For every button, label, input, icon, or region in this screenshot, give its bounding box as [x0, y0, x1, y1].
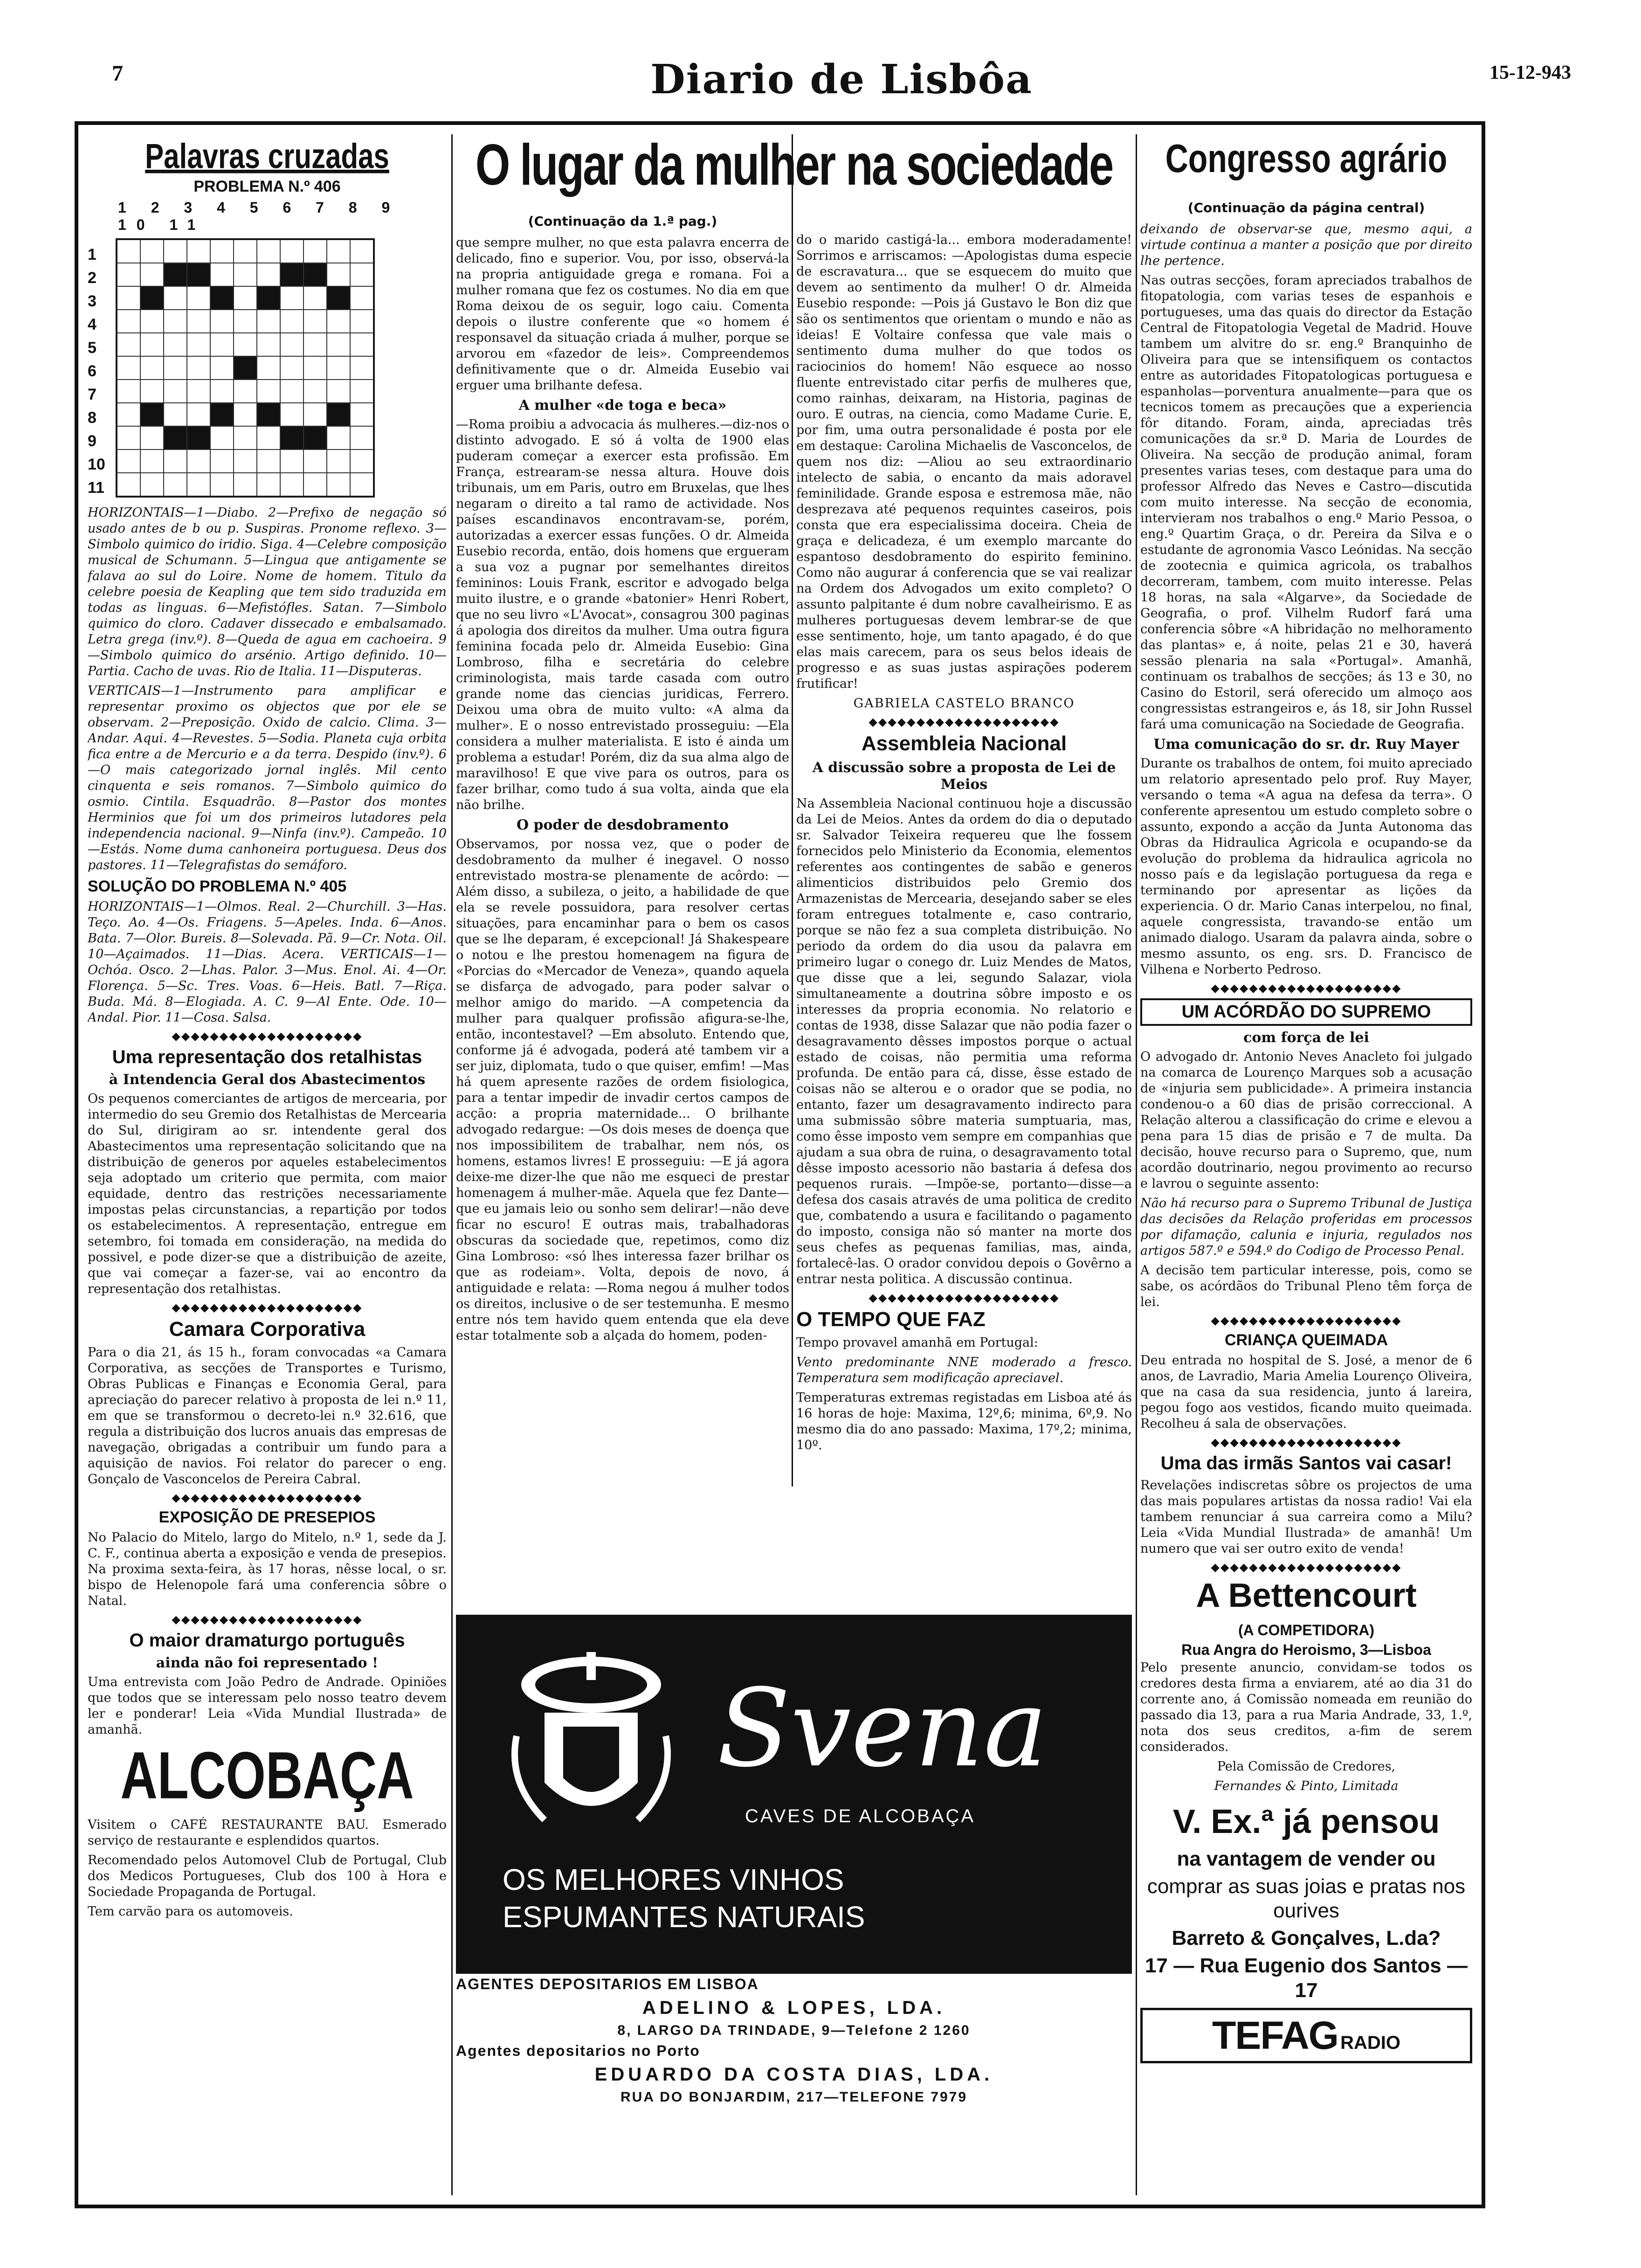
crossword-cell[interactable] [117, 356, 140, 380]
svena-agent2: EDUARDO DA COSTA DIAS, LDA. [594, 2064, 993, 2085]
crossword-cell[interactable] [210, 310, 234, 333]
crossword-cell[interactable] [280, 426, 303, 449]
svena-ad-box [456, 1615, 1132, 1974]
crossword-cell[interactable] [257, 263, 280, 286]
crossword-cell[interactable] [257, 426, 280, 449]
page-frame [75, 121, 1485, 2208]
masthead [112, 56, 1571, 103]
crossword-cell[interactable] [234, 380, 257, 403]
mulher-continuation: (Continuação da 1.ª pag.) [528, 214, 717, 229]
ornament-divider: ◆◆◆◆◆◆◆◆◆◆◆◆◆◆◆◆◆◆◆◆ [1211, 1437, 1402, 1448]
crossword-cell[interactable] [303, 449, 327, 473]
crossword-cell[interactable] [257, 473, 280, 496]
crossword-cell[interactable] [327, 403, 350, 426]
crossword-cell[interactable] [210, 333, 234, 356]
column-rule [451, 134, 453, 2195]
crossword-problem: PROBLEMA N.º 406 [193, 178, 341, 195]
vex-line3: Barreto & Gonçalves, L.da? [1172, 1927, 1441, 1950]
crossword-cell[interactable] [257, 380, 280, 403]
crossword-cell[interactable] [327, 263, 350, 286]
crossword-cell[interactable] [117, 380, 140, 403]
crossword-cell[interactable] [140, 473, 164, 496]
column-left [88, 134, 447, 2195]
tempo-body2: Vento predominante NNE moderado a fresco. Temperatura sem modificação apreciavel. [796, 1355, 1132, 1386]
solution-title: SOLUÇÃO DO PROBLEMA N.º 405 [88, 877, 347, 895]
crossword-cell[interactable] [303, 310, 327, 333]
bettencourt-sign1: Pela Comissão de Credores, [1217, 1759, 1396, 1774]
supremo-title: UM ACÓRDÃO DO SUPREMO [1140, 998, 1472, 1026]
crossword-cell[interactable] [117, 449, 140, 473]
bettencourt-title: A Bettencourt [1196, 1577, 1417, 1615]
crossword-cell[interactable] [210, 286, 234, 310]
mulher-header [456, 132, 1132, 198]
vex-line1: na vantagem de vender ou [1177, 1847, 1436, 1870]
crossword-cell[interactable] [164, 240, 187, 263]
dramaturgo-subtitle: ainda não foi representado ! [156, 1654, 379, 1671]
svena-agents-label: AGENTES DEPOSITARIOS EM LISBOA [456, 1976, 759, 1992]
ornament-divider: ◆◆◆◆◆◆◆◆◆◆◆◆◆◆◆◆◆◆◆◆ [1211, 1315, 1402, 1327]
retalhistas-body: Os pequenos comerciantes de artigos de mercearia, por intermedio do seu Gremio dos Retalhistas de Mercearia do Sul, dirigiram ao sr. intendente geral dos Abastecimentos uma representação solicitando que na distribuição de generos por aqueles estabelecimentos seja adoptado um criterio que permita, com maior equidade, dentro das restrições necessariamente impostas pelas circunstancias, a repartição por todos os estabelecimentos. A representação, entregue em setembro, foi tomada em consideração, na medida do possivel, e pode dizer-se que a distribuição de azeite, que vai começar a fazer-se, vai ao encontro da representação dos retalhistas. [88, 1091, 447, 1296]
crossword-cell[interactable] [280, 310, 303, 333]
vex-line4: 17 — Rua Eugenio dos Santos — 17 [1145, 1954, 1468, 2002]
presepios-title: EXPOSIÇÃO DE PRESEPIOS [159, 1508, 376, 1527]
crossword-cell[interactable] [140, 263, 164, 286]
svena-ad[interactable] [456, 1615, 1132, 2107]
mulher-col2: do o marido castigá-la... embora moderadamente! Sorrimos e arriscamos: —Apologistas duma especie de escravatura... que se esquecem do muito que devem ao sentimento da mulher! O dr. Almeida Eusebio responde: —Pois já Gustavo le Bon diz que são os sentimentos que orientam o mundo e não as ideias! E Voltaire confessa que vale mais o sentimento duma mulher do que todos os raciocinios do homem! Não esquece ao nosso fluente entrevistado citar perfis de mulheres que, como rainhas, deixaram, na Historia, paginas de ouro. E outras, na ciencia, como Madame Curie. E, por fim, uma outra personalidade é posta por ele em destaque: Carolina Michaelis de Vasconcelos, de quem nos diz: —Aliou ao seu extraordinario intelecto de sabia, o encanto da mais adoravel feminilidade. Grande esposa e estremosa mãe, não desprezava até pequenos requintes caseiros, pois consta que era especialissima doceira. Cheia de graça e delicadeza, é um exemplo marcante do espantoso desdobramento do espirito feminino. Como não augurar á conferencia que se vai realizar na Ordem dos Advogados um exito completo? O assunto palpitante é dum nobre cavalheirismo. E as mulheres portuguesas devem lembrar-se de que esse sentimento, hoje, um tanto apagado, é do que elas mais carecem, para os seus belos ideais de progresso e as suas justas aspirações poderem frutificar! [796, 233, 1132, 691]
crossword-cell[interactable] [257, 286, 280, 310]
camara-body: Para o dia 21, ás 15 h., foram convocadas «a Camara Corporativa, as secções de Transportes e Turismo, Obras Publicas e Finanças e Economia Geral, para apreciação do parecer relativo à proposta de lei n.º 11, em que se transformou o decreto-lei n.º 32.616, que regula a distribuição dos lucros anuais das empresas de navegação, obrigadas a contribuir um fundo para a aquisição de navios. Foi relator do parecer o eng. Gonçalo de Vasconcelos de Pereira Cabral. [88, 1345, 447, 1487]
mulher-col1b: —Roma proibiu a advocacia ás mulheres.—diz-nos o distinto advogado. E só á volta de 1900 elas puderam começar a exercer esta profissão. Em França, estrearam-se nessa altura. Houve dois tribunais, um em Paris, outro em Bruxelas, que lhes negaram o direito a tal ramo de actividade. Nos países escandinavos encontravam-se, porém, autorizadas a exercer essas funções. O dr. Almeida Eusebio recorda, então, dois homens que ergueram a sua voz a pugnar por semelhantes direitos femininos: Louis Frank, escritor e advogado belga muito ilustre, e o grande «batonier» Henri Robert, que no seu livro «L'Avocat», consagrou 300 paginas á apologia dos direitos da mulher. Uma outra figura feminina focada pelo dr. Almeida Eusebio: Gina Lombroso, filha e secretária do celebre criminologista, mais tarde casada com outro grande nome das ciencias juridicas, Ferrero. Deixou uma obra de muito vulto: «A alma da mulher». E o nosso entrevistado prosseguiu: —Ela considera a mulher materialista. E isto é ainda um problema a estudar! Porém, diz da sua alma algo de maravilhoso! E que vive para os outros, para os fazer brilhar, como tudo á sua volta, ainda que ela não brilhe. [456, 417, 789, 812]
crossword-cell[interactable] [350, 240, 373, 263]
column-right [1140, 134, 1472, 2195]
ornament-divider: ◆◆◆◆◆◆◆◆◆◆◆◆◆◆◆◆◆◆◆◆ [172, 1613, 363, 1625]
crossword-cell[interactable] [140, 403, 164, 426]
crianca-title: CRIANÇA QUEIMADA [1224, 1331, 1388, 1349]
crossword-cell[interactable] [350, 449, 373, 473]
crossword-cell[interactable] [140, 310, 164, 333]
crossword-title: Palavras cruzadas [145, 136, 389, 176]
svena-line2: ESPUMANTES NATURAIS [503, 1900, 865, 1934]
congresso-body2: Durante os trabalhos de ontem, foi muito apreciado um relatorio apresentado pelo prof. Ruy Mayer, versando o tema «A agua na defesa da terra». O conferente apresentou um estudo completo sobre o assunto, expondo a acção da Junta Autonoma das Obras da Hidraulica Agricola e ocupando-se da evolução do problema da hidraulica agricola no nosso país e da legislação portuguesa da rega e terminando por apresentar as lições da experiencia. O dr. Mario Canas interpelou, no final, aquele congressista, travando-se então um animado dialogo. Usaram da palavra ainda, sobre o mesmo assunto, os eng. srs. D. Francisco de Vilhena e Norberto Pedroso. [1140, 756, 1472, 977]
crossword-cell[interactable] [234, 356, 257, 380]
crossword-cell[interactable] [350, 333, 373, 356]
crossword-cell[interactable] [350, 310, 373, 333]
crossword-cell[interactable] [117, 240, 140, 263]
crossword-cell[interactable] [280, 240, 303, 263]
crossword-cell[interactable] [164, 286, 187, 310]
mulher-signature: GABRIELA CASTELO BRANCO [853, 696, 1075, 711]
crossword-cell[interactable] [303, 240, 327, 263]
bettencourt-sign2: Fernandes & Pinto, Limitada [1214, 1778, 1399, 1793]
ornament-divider: ◆◆◆◆◆◆◆◆◆◆◆◆◆◆◆◆◆◆◆◆ [172, 1301, 363, 1313]
dramaturgo-title: O maior dramaturgo português [129, 1630, 405, 1651]
crossword-cell[interactable] [140, 240, 164, 263]
alcobaca-title: ALCOBAÇA [120, 1738, 414, 1813]
crossword-cell[interactable] [117, 286, 140, 310]
crossword-cell[interactable] [140, 333, 164, 356]
issue-date: 15-12-943 [1489, 62, 1571, 83]
column-rule [792, 134, 793, 1487]
newspaper-title: Diario de Lisbôa [650, 56, 1033, 103]
crossword-cell[interactable] [303, 333, 327, 356]
vex-title: V. Ex.ª já pensou [1172, 1803, 1440, 1840]
crossword-cell[interactable] [327, 380, 350, 403]
presepios-body: No Palacio do Mitelo, largo do Mitelo, n.º 1, sede da J. C. F., continua aberta a exposição e venda de presepios. Na proxima sexta-feira, às 17 horas, nêsse local, o sr. bispo de Helenopole fará uma conferencia sôbre o Natal. [88, 1530, 447, 1608]
crossword-cell[interactable] [187, 473, 210, 496]
crossword-cell[interactable] [234, 473, 257, 496]
crossword-cell[interactable] [210, 426, 234, 449]
mulher-col1c: Observamos, por nossa vez, que o poder de desdobramento da mulher é inegavel. O nosso entrevistado mostra-se plenamente de acôrdo: —Além disso, a subileza, o jeito, a habilidade de que ela se revele possuidora, para resolver certas situações, para encaminhar para o bem os casos que se lhe deparam, é excepcional! Já Shakespeare o notou e lhe prestou homenagem na figura de «Porcias do «Mercador de Veneza», quando aquela se disfarça de advogado, para poder salvar o melhor amigo do marido. —A competencia da mulher para qualquer profissão afigura-se-lhe, então, incontestavel? —Em absoluto. Entendo que, conforme já é advogada, poderá até tambem vir a ser juiz, diplomata, tudo o que quiser, emfim! —Mas há quem apresente razões de ordem fisiologica, para a tentar impedir de invadir certos campos de acção: a propria maternidade... O brilhante advogado redargue: —Os dois meses de doença que nos impossibilitem de trabalhar, nem nós, os homens, estamos livres! E prosseguiu: —E já agora deixe-me dizer-lhe que não me esqueci de prestar homenagem á mulher-mãe. Aquela que fez Dante—que eu jamais leio ou sonho sem delirar!—não deve ficar no escuro! E outras mais, trabalhadoras obscuras da sociedade que, repetimos, como diz Gina Lombroso: «só lhes interessa fazer brilhar os que as rodeiam». Volta, depois de novo, á antiguidade e relata: —Roma negou á mulher todos os direitos, inclusive o de ser testemunha. E mesmo entre nós tem havido quem entenda que ela deve estar totalmente sob a alçada do homem, poden- [456, 837, 789, 1343]
crossword-cell[interactable] [350, 380, 373, 403]
crossword-cell[interactable] [164, 333, 187, 356]
crossword-cell[interactable] [164, 356, 187, 380]
crossword-cell[interactable] [280, 403, 303, 426]
crossword-cell[interactable] [257, 240, 280, 263]
crossword-cell[interactable] [187, 403, 210, 426]
crossword-cell[interactable] [303, 356, 327, 380]
tempo-body3: Temperaturas extremas registadas em Lisboa até ás 16 horas de hoje: Maxima, 12º,6; minima, 6º,9. No mesmo dia do ano passado: Maxima, 17º,2; minima, 10º. [796, 1390, 1132, 1453]
tefag-brand: TEFAG [1212, 2013, 1338, 2057]
crossword-cell[interactable] [327, 449, 350, 473]
crossword-cell[interactable] [140, 356, 164, 380]
crossword-col-numbers: 1 2 3 4 5 6 7 8 9 10 11 [118, 199, 400, 233]
crossword-cell[interactable] [234, 240, 257, 263]
crossword-cell[interactable] [117, 333, 140, 356]
crossword-cell[interactable] [350, 286, 373, 310]
crossword-cell[interactable] [234, 333, 257, 356]
crossword-cell[interactable] [350, 356, 373, 380]
crossword-cell[interactable] [257, 310, 280, 333]
crossword-cell[interactable] [187, 286, 210, 310]
crossword-cell[interactable] [303, 403, 327, 426]
crossword-cell[interactable] [187, 426, 210, 449]
congresso-sub: Uma comunicação do sr. dr. Ruy Mayer [1153, 736, 1459, 753]
tefag-suffix: RADIO [1340, 2032, 1400, 2053]
crianca-body: Deu entrada no hospital de S. José, a menor de 6 anos, de Lavradio, Maria Amelia Lourenço Oliveira, que na casa da sua residencia, junto á lareira, pegou fogo aos vestidos, ficando muito queimada. Recolheu á sala de observações. [1140, 1353, 1472, 1431]
column-center-left [456, 214, 789, 1584]
mulher-col1: que sempre mulher, no que esta palavra encerra de delicado, fino e superior. Vou, por isso, observá-la na propria antiguidade grega e romana. Foi a mulher romana que fez os costumes. No dia em que Roma deixou de os seguir, logo caiu. Comenta depois o ilustre conferente que «o homem é responsavel da situação criada á mulher, porque se arvorou em «fazedor de leis». Compreendemos definitivamente que o dr. Almeida Eusebio vai erguer uma brilhante defesa. [456, 235, 789, 393]
tempo-body1: Tempo provavel amanhã em Portugal: [796, 1335, 1038, 1350]
crossword-cell[interactable] [257, 449, 280, 473]
alcobaca-body1: Visitem o CAFÉ RESTAURANTE BAU. Esmerado serviço de restaurante e esplendidos quartos. [88, 1817, 447, 1848]
page-number: 7 [112, 61, 123, 86]
crossword-cell[interactable] [117, 403, 140, 426]
crossword-cell[interactable] [280, 333, 303, 356]
crossword-cell[interactable] [187, 449, 210, 473]
ornament-divider: ◆◆◆◆◆◆◆◆◆◆◆◆◆◆◆◆◆◆◆◆ [869, 1292, 1060, 1303]
crossword-cell[interactable] [280, 449, 303, 473]
crossword-cell[interactable] [327, 473, 350, 496]
crossword-cell[interactable] [280, 473, 303, 496]
column-center-right [796, 232, 1132, 1584]
congresso-body: Nas outras secções, foram apreciados trabalhos de fitopatologia, com varias teses de espanhois e portugueses, uma das quais do director da Estação Central de Fitopatologia Vegetal de Madrid. Houve tambem um alvitre do sr. eng.º Branquinho de Oliveira para que se intensifiquem os contactos entre as autoridades Fitopatologicas portuguesa e espanholas—porventura anualmente—para que os tecnicos tomem as precauções que a experiencia fôr ditando. Foram, ainda, apreciadas três comunicações da sr.ª D. Maria de Lourdes de Oliveira. Na secção de produção animal, foram presentes varias teses, com destaque para uma do professor Alfredo das Neves e Castro—discutida com muito interesse. Na secção de economia, intervieram nos trabalhos o eng.º Mario Pessoa, o eng.º Quartim Graça, o dr. Pereira da Silva e o estudante de agronomia Vasco Leónidas. Na secção de zootecnia e quimica agricola, os trabalhos decorreram, tambem, com muito interesse. Pelas 18 horas, na sala «Algarve», da Sociedade de Geografia, o prof. Vilhelm Rudorf fará uma conferencia sôbre «A hibridação no melhoramento das plantas» e, á noite, pelas 21 e 30, haverá sessão plenaria na sala «Portugal». Amanhã, continuam os trabalhos de secções; ás 13 e 30, no Casino do Estoril, será oferecido um almoço aos congressistas estrangeiros e, ás 18, sir John Russel fará uma comunicação na Sociedade de Geografia. [1140, 273, 1472, 732]
crossword-cell[interactable] [187, 356, 210, 380]
crossword-cell[interactable] [187, 310, 210, 333]
crossword-cell[interactable] [257, 403, 280, 426]
svena-caves: CAVES DE ALCOBAÇA [745, 1806, 976, 1826]
crossword-cell[interactable] [187, 333, 210, 356]
supremo-end: A decisão tem particular interesse, pois, como se sabe, os acórdãos do Tribunal Pleno têm força de lei. [1140, 1263, 1472, 1310]
crossword-horizontais: HORIZONTAIS—1—Diabo. 2—Prefixo de negação só usado antes de b ou p. Suspiras. Pronome reflexo. 3—Simbolo quimico do iridio. Siga. 4—Celebre composição musical de Schumann. 5—Lingua que antigamente se falava ao sul do Loire. Nome de homem. Titulo da celebre poesia de Keapling que tem sido traduzida em todas as linguas. 6—Mefistófles. Satan. 7—Simbolo quimico do cloro. Cadaver dissecado e embalsamado. Letra grega (inv.º). 8—Queda de agua em cachoeira. 9—Simbolo quimico do arsénio. Artigo definido. 10—Partia. Cacho de uvas. Rio de Italia. 11—Disputeras. [88, 505, 447, 678]
crossword-cell[interactable] [117, 426, 140, 449]
tefag-ad[interactable] [1140, 2008, 1472, 2063]
retalhistas-subtitle: à Intendencia Geral dos Abastecimentos [109, 1071, 426, 1088]
crossword-cell[interactable] [234, 263, 257, 286]
congresso-lead: deixando de observar-se que, mesmo aqui, a virtude continua a manter a posição que por direito lhe pertence. [1140, 221, 1472, 268]
crossword-cell[interactable] [280, 380, 303, 403]
crossword-cell[interactable] [257, 333, 280, 356]
retalhistas-title: Uma representação dos retalhistas [112, 1046, 422, 1067]
crossword-cell[interactable] [234, 403, 257, 426]
svena-agent1-addr: 8, LARGO DA TRINDADE, 9—Telefone 2 1260 [617, 2022, 971, 2038]
crossword-cell[interactable] [303, 380, 327, 403]
camara-title: Camara Corporativa [169, 1317, 365, 1341]
crossword-grid[interactable] [116, 238, 375, 498]
bettencourt-body: Pelo presente anuncio, convidam-se todos os credores desta firma a enviarem, até ao dia 31 do corrente ano, á Comissão nomeada em reunião do passado dia 13, para a rua Maria Andrade, 33, 1.º, nota dos seus creditos, a-fim de serem considerados. [1140, 1660, 1472, 1754]
crossword-cell[interactable] [303, 286, 327, 310]
crossword-cell[interactable] [350, 263, 373, 286]
crossword-cell[interactable] [280, 356, 303, 380]
alcobaca-body2: Recomendado pelos Automovel Club de Portugal, Club dos Medicos Portugueses, Club dos 100 à Hora e Sociedade Propaganda de Portugal. [88, 1853, 447, 1899]
dramaturgo-body: Uma entrevista com João Pedro de Andrade. Opiniões que todos que se interessam pelo nosso teatro devem ler e ponderar! Leia «Vida Mundial Ilustrada» de amanhã. [88, 1674, 447, 1737]
crossword-cell[interactable] [303, 263, 327, 286]
ornament-divider: ◆◆◆◆◆◆◆◆◆◆◆◆◆◆◆◆◆◆◆◆ [1211, 982, 1402, 994]
alcobaca-body3: Tem carvão para os automoveis. [88, 1904, 293, 1919]
crossword-cell[interactable] [350, 426, 373, 449]
assembleia-title: Assembleia Nacional [861, 732, 1067, 755]
crossword-cell[interactable] [140, 286, 164, 310]
santos-body: Revelações indiscretas sôbre os projectos de uma das mais populares artistas da nossa radio! Vai ela tambem renunciar á sua carreira como a Milu? Leia «Vida Mundial Ilustrada» de amanhã! Um numero que vai ser outro exito de venda! [1140, 1478, 1472, 1556]
crossword-cell[interactable] [210, 356, 234, 380]
crossword-cell[interactable] [210, 240, 234, 263]
crossword-cell[interactable] [280, 286, 303, 310]
svena-agent1: ADELINO & LOPES, LDA. [642, 1997, 946, 2018]
solution-text: HORIZONTAIS—1—Olmos. Real. 2—Churchill. 3—Has. Teço. Ao. 4—Os. Friagens. 5—Apeles. Inda. 6—Anos. Bata. 7—Olor. Bureis. 8—Solevada. Pã. 9—Cr. Nota. Oil. 10—Açaimados. 11—Dias. Acera. VERTICAIS—1—Ochóa. Osco. 2—Lhas. Palor. 3—Mus. Enol. Ai. 4—Or. Florença. 5—Sc. Tres. Voas. 6—Heis. Batl. 7—Riça. Buda. Má. 8—Elogiada. A. C. 9—Al Ente. Ode. 10—Andal. Pior. 11—Cosa. Salsa. [88, 899, 447, 1025]
crossword-verticais: VERTICAIS—1—Instrumento para amplificar e representar proximo os objectos que por ele se observam. 2—Preposição. Oxido de calcio. Clima. 3—Andar. Aqui. 4—Revestes. 5—Sodia. Planeta cuja orbita fica entre a de Mercurio e a da terra. Despido (inv.º). 6—O mais categorizado jornal inglês. Mil cento cinquenta e seis romanos. 7—Simbolo quimico do osmio. Cintila. Esquadrão. 8—Pastor dos montes Herminios que foi um dos primeiros lutadores pela independencia nacional. 9—Ninfa (inv.º). Campeão. 10—Estás. Nome duma canhoneira portuguesa. Deus dos pastores. 11—Telegrafistas do semáforo. [88, 683, 447, 872]
crossword-cell[interactable] [140, 449, 164, 473]
ornament-divider: ◆◆◆◆◆◆◆◆◆◆◆◆◆◆◆◆◆◆◆◆ [869, 716, 1060, 727]
crossword-cell[interactable] [234, 286, 257, 310]
crossword-cell[interactable] [117, 310, 140, 333]
crossword-row-numbers: 1 2 3 4 5 6 7 8 9 10 11 [88, 245, 105, 497]
crossword-cell[interactable] [140, 380, 164, 403]
ornament-divider: ◆◆◆◆◆◆◆◆◆◆◆◆◆◆◆◆◆◆◆◆ [172, 1492, 363, 1504]
crossword-cell[interactable] [164, 449, 187, 473]
crossword-cell[interactable] [210, 449, 234, 473]
crossword-cell[interactable] [234, 426, 257, 449]
crest-icon [498, 1643, 684, 1839]
svena-line1: OS MELHORES VINHOS [503, 1863, 844, 1896]
vex-line2: comprar as suas joias e pratas nos ourives [1147, 1874, 1466, 1922]
santos-title: Uma das irmãs Santos vai casar! [1160, 1453, 1452, 1474]
crossword-cell[interactable] [303, 473, 327, 496]
congresso-title: Congresso agrário [1165, 136, 1448, 181]
crossword-cell[interactable] [210, 380, 234, 403]
crossword-cell[interactable] [164, 380, 187, 403]
svena-agent2-addr: RUA DO BONJARDIM, 217—TELEFONE 7979 [620, 2089, 968, 2105]
svena-brand: Svena [717, 1666, 1048, 1791]
crossword-cell[interactable] [164, 263, 187, 286]
crossword-cell[interactable] [187, 263, 210, 286]
crossword-cell[interactable] [280, 263, 303, 286]
crossword-cell[interactable] [303, 426, 327, 449]
crossword-cell[interactable] [164, 403, 187, 426]
column-rule [1136, 134, 1137, 2195]
crossword-cell[interactable] [327, 310, 350, 333]
crossword-cell[interactable] [234, 310, 257, 333]
crossword-cell[interactable] [164, 310, 187, 333]
assembleia-subtitle: A discussão sobre a proposta de Lei de Meios [812, 759, 1116, 793]
mulher-sub1: A mulher «de toga e beca» [518, 397, 727, 414]
crossword-cell[interactable] [117, 263, 140, 286]
svena-agents-porto: Agentes depositarios no Porto [456, 2042, 700, 2059]
crossword-cell[interactable] [187, 380, 210, 403]
bettencourt-subtitle: (A COMPETIDORA) [1238, 1622, 1375, 1639]
bettencourt-address: Rua Angra do Heroismo, 3—Lisboa [1181, 1641, 1431, 1659]
supremo-quote: Não há recurso para o Supremo Tribunal de Justiça das decisões da Relação proferidas em processos por difamação, calunia e injuria, regulados nos artigos 587.º e 594.º do Codigo de Processo Penal. [1140, 1196, 1472, 1258]
ornament-divider: ◆◆◆◆◆◆◆◆◆◆◆◆◆◆◆◆◆◆◆◆ [1211, 1562, 1402, 1573]
crossword-cell[interactable] [350, 403, 373, 426]
crossword-cell[interactable] [327, 333, 350, 356]
crossword-cell[interactable] [257, 356, 280, 380]
crossword-cell[interactable] [210, 403, 234, 426]
congresso-continuation: (Continuação da página central) [1187, 200, 1425, 215]
assembleia-body: Na Assembleia Nacional continuou hoje a discussão da Lei de Meios. Antes da ordem do dia o deputado sr. Salvador Teixeira requereu que lhe fossem fornecidos pelo Ministerio da Economia, elementos referentes aos contingentes de sabão e generos alimenticios distribuidos pelo Gremio dos Armazenistas de Mercearia, desejando saber se eles foram entregues totalmente e, caso contrario, porque se não fez a sua completa distribuição. No periodo da ordem do dia usou da palavra em primeiro lugar o conego dr. Luiz Mendes de Matos, que disse que a lei, segundo Salazar, viola simultaneamente a doutrina sôbre imposto e os interesses da propria economia. No relatorio e contas de 1938, disse Salazar que não podia fazer o desagravamento dêsses impostos porque o actual estado de coisas, não permitia uma reforma profunda. De então para cá, disse, êsse estado de coisas não se alterou e o orador que se podia, no entanto, fazer um desagravamento indirecto para uma submissão sôbre materia sumptuaria, mas, como êsse imposto vem sempre em companhias que ajudam a sua obra de ruina, o desagravamento total dêsse imposto acessorio não bastaria á defesa dos pequenos rurais. —Impõe-se, portanto—disse—a defesa dos casais através de uma politica de credito que, combatendo a usura e facilitando o pagamento do imposto, consiga não só manter na morte dos seus chefes as pequenas familias, mas, ainda, fortalecê-las. O orador convidou depois o Govêrno a entrar nesta politica. A discussão continua. [796, 796, 1132, 1286]
crossword-cell[interactable] [210, 263, 234, 286]
crossword-cell[interactable] [350, 473, 373, 496]
supremo-subtitle: com força de lei [1243, 1030, 1369, 1046]
crossword-cell[interactable] [164, 473, 187, 496]
crossword-cell[interactable] [234, 449, 257, 473]
crossword-grid-wrap [88, 238, 447, 498]
crossword-cell[interactable] [327, 286, 350, 310]
ornament-divider: ◆◆◆◆◆◆◆◆◆◆◆◆◆◆◆◆◆◆◆◆ [172, 1030, 363, 1042]
mulher-sub2: O poder de desdobramento [516, 817, 729, 833]
crossword-cell[interactable] [117, 473, 140, 496]
crossword-cell[interactable] [187, 240, 210, 263]
crossword-cell[interactable] [327, 356, 350, 380]
tempo-title: O TEMPO QUE FAZ [796, 1307, 986, 1331]
crossword-cell[interactable] [210, 473, 234, 496]
crossword-cell[interactable] [327, 240, 350, 263]
crossword-cell[interactable] [140, 426, 164, 449]
mulher-title: O lugar da mulher na sociedade [475, 132, 1113, 198]
crossword-cell[interactable] [327, 426, 350, 449]
crossword-cell[interactable] [164, 426, 187, 449]
supremo-body: O advogado dr. Antonio Neves Anacleto foi julgado na comarca de Lourenço Marques sob a acusação de «injuria sem publicidade». A primeira instancia condenou-o a 60 dias de prisão correccional. A Relação alterou a classificação do crime e elevou a pena para 15 dias de prisão e 7 de multa. Da decisão, houve recurso para o Supremo, que, num acordão doutrinario, negou provimento ao recurso e lavrou o seguinte assento: [1140, 1050, 1472, 1191]
